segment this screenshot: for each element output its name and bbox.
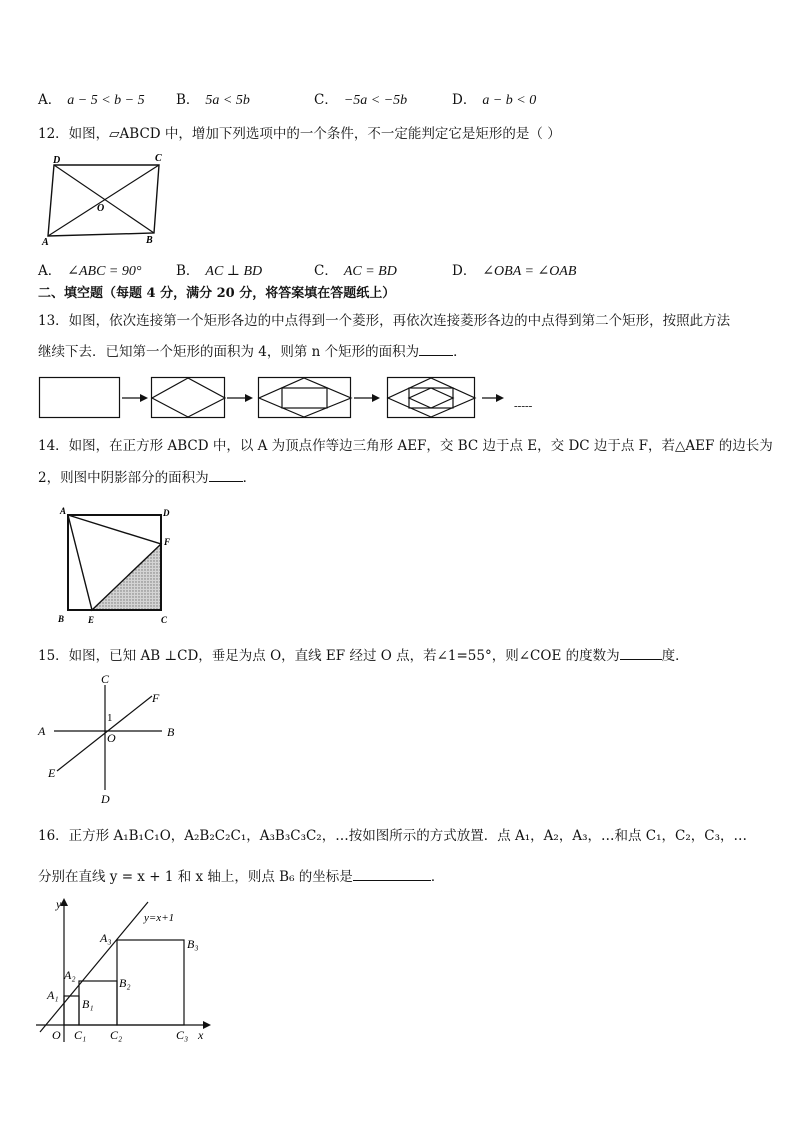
svg-text:B₃: B₃ — [187, 937, 199, 951]
q14-line-1: 14．如图，在正方形 ABCD 中，以 A 为顶点作等边三角形 AEF，交 BC 边于点 E，交 DC 边于点 F，若△AEF 的边长为 — [38, 438, 773, 454]
svg-text:E: E — [88, 615, 95, 625]
q12-label-b: B — [146, 235, 153, 246]
q12-label-c: C — [155, 153, 162, 164]
svg-text:1: 1 — [107, 712, 113, 724]
q12-option-b: B． AC ⊥ BD — [176, 263, 263, 279]
q12-stem: 12．如图，▱ABCD 中，增加下列选项中的一个条件，不一定能判定它是矩形的是（ ） — [38, 126, 561, 142]
svg-text:C: C — [101, 672, 110, 686]
svg-text:C: C — [161, 615, 168, 625]
q12-option-a: A． ∠ABC = 90° — [38, 263, 142, 279]
q12-label-a: A — [42, 237, 49, 248]
q15-stem: 15．如图，已知 AB ⊥CD，垂足为点 O，直线 EF 经过 O 点，若∠1=55°，则∠COE 的度数为 度． — [38, 645, 689, 666]
svg-text:A₁: A₁ — [47, 988, 59, 1002]
q16-coordinate-figure — [30, 896, 220, 1046]
svg-text:F: F — [152, 691, 160, 705]
q13-sequence-figure — [36, 374, 556, 422]
q13-line-2: 继续下去．已知第一个矩形的面积为 4，则第 n 个矩形的面积为 ． — [38, 341, 467, 362]
q16-line-1: 16．正方形 A₁B₁C₁O，A₂B₂C₂C₁，A₃B₃C₃C₂，…按如图所示的方式放置．点 A₁，A₂，A₃，…和点 C₁，C₂，C₃，… — [38, 828, 748, 844]
svg-text:E: E — [48, 766, 56, 780]
q12-option-d: D． ∠OBA = ∠OAB — [452, 263, 577, 279]
svg-text:B: B — [58, 614, 65, 624]
svg-text:B₂: B₂ — [119, 976, 131, 990]
q14-line-2: 2，则图中阴影部分的面积为 ． — [38, 467, 256, 488]
q11-option-a: A． a − 5 < b − 5 — [38, 92, 145, 108]
svg-text:x: x — [198, 1028, 204, 1042]
svg-text:A₂: A₂ — [64, 968, 76, 982]
q16-line-2: 分别在直线 y = x + 1 和 x 轴上，则点 B₆ 的坐标是 ． — [38, 866, 444, 887]
q14-answer-blank[interactable] — [209, 467, 243, 482]
q13-line-1: 13．如图，依次连接第一个矩形各边的中点得到一个菱形，再依次连接菱形各边的中点得到第二个矩形，按照此方法 — [38, 313, 731, 329]
svg-text:A: A — [38, 724, 46, 738]
q12-label-d: D — [53, 155, 61, 166]
q11-option-b: B． 5a < 5b — [176, 92, 250, 108]
svg-text:C₁: C₁ — [74, 1028, 87, 1042]
q13-answer-blank[interactable] — [419, 341, 453, 356]
q12-option-c: C． AC = BD — [314, 263, 397, 279]
svg-text:D: D — [163, 508, 170, 518]
section-2-title: 二、填空题（每题 4 分，满分 20 分，将答案填在答题纸上） — [38, 286, 396, 301]
q12-parallelogram-figure — [38, 150, 170, 248]
svg-text:y=x+1: y=x+1 — [144, 912, 175, 924]
q11-option-d: D． a − b < 0 — [452, 92, 537, 108]
svg-text:F: F — [164, 537, 171, 547]
svg-text:y: y — [56, 897, 62, 911]
svg-text:C₃: C₃ — [176, 1028, 189, 1042]
q11-option-c: C． −5a < −5b — [314, 92, 408, 108]
q13-ellipsis: ----- — [514, 400, 533, 412]
q14-square-figure — [54, 503, 180, 629]
svg-text:B₁: B₁ — [82, 997, 94, 1011]
svg-text:C₂: C₂ — [110, 1028, 123, 1042]
q15-lines-figure — [34, 670, 184, 810]
q12-label-o: O — [97, 203, 105, 214]
svg-text:O: O — [107, 731, 116, 745]
svg-text:A: A — [60, 506, 67, 516]
q16-answer-blank[interactable] — [353, 866, 431, 881]
svg-text:A₃: A₃ — [100, 931, 112, 945]
svg-text:O: O — [52, 1028, 61, 1042]
svg-text:B: B — [167, 725, 175, 739]
svg-text:D: D — [101, 792, 110, 806]
q15-answer-blank[interactable] — [620, 645, 662, 660]
